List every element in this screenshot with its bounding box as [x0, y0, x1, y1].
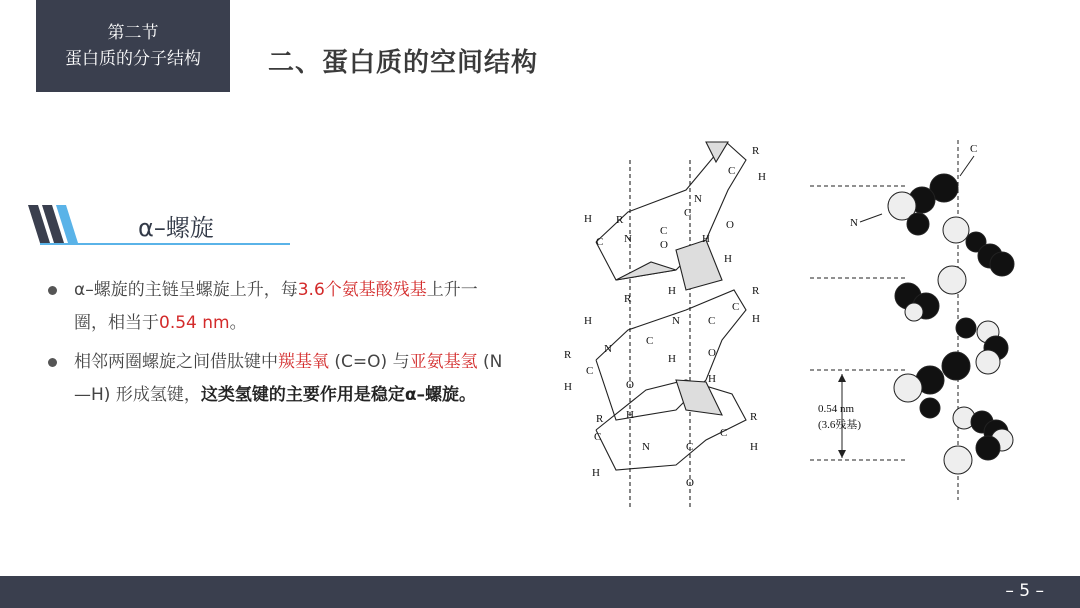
- label: C: [586, 365, 594, 377]
- label: C: [708, 315, 716, 327]
- label: H: [702, 233, 710, 245]
- label: H: [592, 467, 600, 479]
- label: R: [624, 293, 632, 305]
- heading-underline: [40, 243, 290, 245]
- label: N: [672, 315, 680, 327]
- bold-text: 这类氢键的主要作用是稳定α–螺旋。: [200, 385, 477, 405]
- label: H: [758, 171, 766, 183]
- label: H: [584, 315, 592, 327]
- page-number: – 5 –: [1005, 581, 1044, 601]
- label: H: [752, 313, 760, 325]
- label: C: [732, 301, 740, 313]
- label: C: [970, 143, 978, 155]
- label: H: [626, 409, 634, 421]
- highlight-text: 亚氨基氢: [409, 352, 478, 372]
- label: C: [646, 335, 654, 347]
- label: H: [724, 253, 732, 265]
- label: N: [604, 343, 612, 355]
- label: C: [728, 165, 736, 177]
- label: R: [564, 349, 572, 361]
- label: R: [752, 285, 760, 297]
- highlight-text: 羰基氧: [278, 352, 329, 372]
- label: O: [626, 379, 634, 391]
- label: H: [584, 213, 592, 225]
- label: N: [624, 233, 632, 245]
- label: N: [694, 193, 702, 205]
- bullet-dot-icon: [48, 286, 57, 295]
- label: N: [642, 441, 650, 453]
- label: C: [720, 427, 728, 439]
- bullet-list: [44, 274, 504, 418]
- label: C: [594, 431, 602, 443]
- text: 。: [229, 313, 247, 333]
- text: α–螺旋的主链呈螺旋上升，每: [74, 280, 298, 300]
- highlight-text: 0.54 nm: [159, 313, 230, 333]
- label: R: [752, 145, 760, 157]
- label: C: [660, 225, 668, 237]
- label: O: [660, 239, 668, 251]
- heading-alpha-helix: α–螺旋: [138, 214, 214, 242]
- bullet-dot-icon: [48, 358, 57, 367]
- backbone-figure: [596, 142, 746, 510]
- page-title: 二、蛋白质的空间结构: [268, 48, 539, 78]
- label: C: [684, 207, 692, 219]
- pitch-label: 0.54 nm: [818, 403, 855, 415]
- alpha-helix-diagram: [556, 130, 1036, 510]
- label: O: [708, 347, 716, 359]
- label: C: [686, 441, 694, 453]
- section-label-box: [36, 0, 230, 92]
- label: R: [616, 214, 624, 226]
- text: (N—H) 形成氢键，: [74, 352, 503, 405]
- section-name: 蛋白质的分子结构: [65, 49, 201, 69]
- residues-label: (3.6残基): [818, 419, 862, 431]
- bullet-item-1: [44, 274, 504, 340]
- highlight-text: 3.6个氨基酸残基: [297, 280, 427, 300]
- label: N: [850, 217, 858, 229]
- label: R: [596, 413, 604, 425]
- label: H: [668, 353, 676, 365]
- label: H: [668, 285, 676, 297]
- footer-bar: [0, 576, 1080, 608]
- section-number: 第二节: [107, 23, 159, 43]
- label: C: [596, 236, 604, 248]
- bullet-item-2: [44, 346, 504, 412]
- space-filling-figure: [810, 140, 1014, 500]
- stripes-logo-icon: [28, 203, 80, 245]
- text: (C=O) 与: [329, 352, 410, 372]
- text: 上升一圈，相当于: [74, 280, 478, 333]
- label: H: [750, 441, 758, 453]
- label: H: [708, 373, 716, 385]
- label: R: [750, 411, 758, 423]
- label: O: [726, 219, 734, 231]
- label: H: [564, 381, 572, 393]
- label: O: [686, 477, 694, 489]
- text: 相邻两圈螺旋之间借肽键中: [74, 352, 278, 372]
